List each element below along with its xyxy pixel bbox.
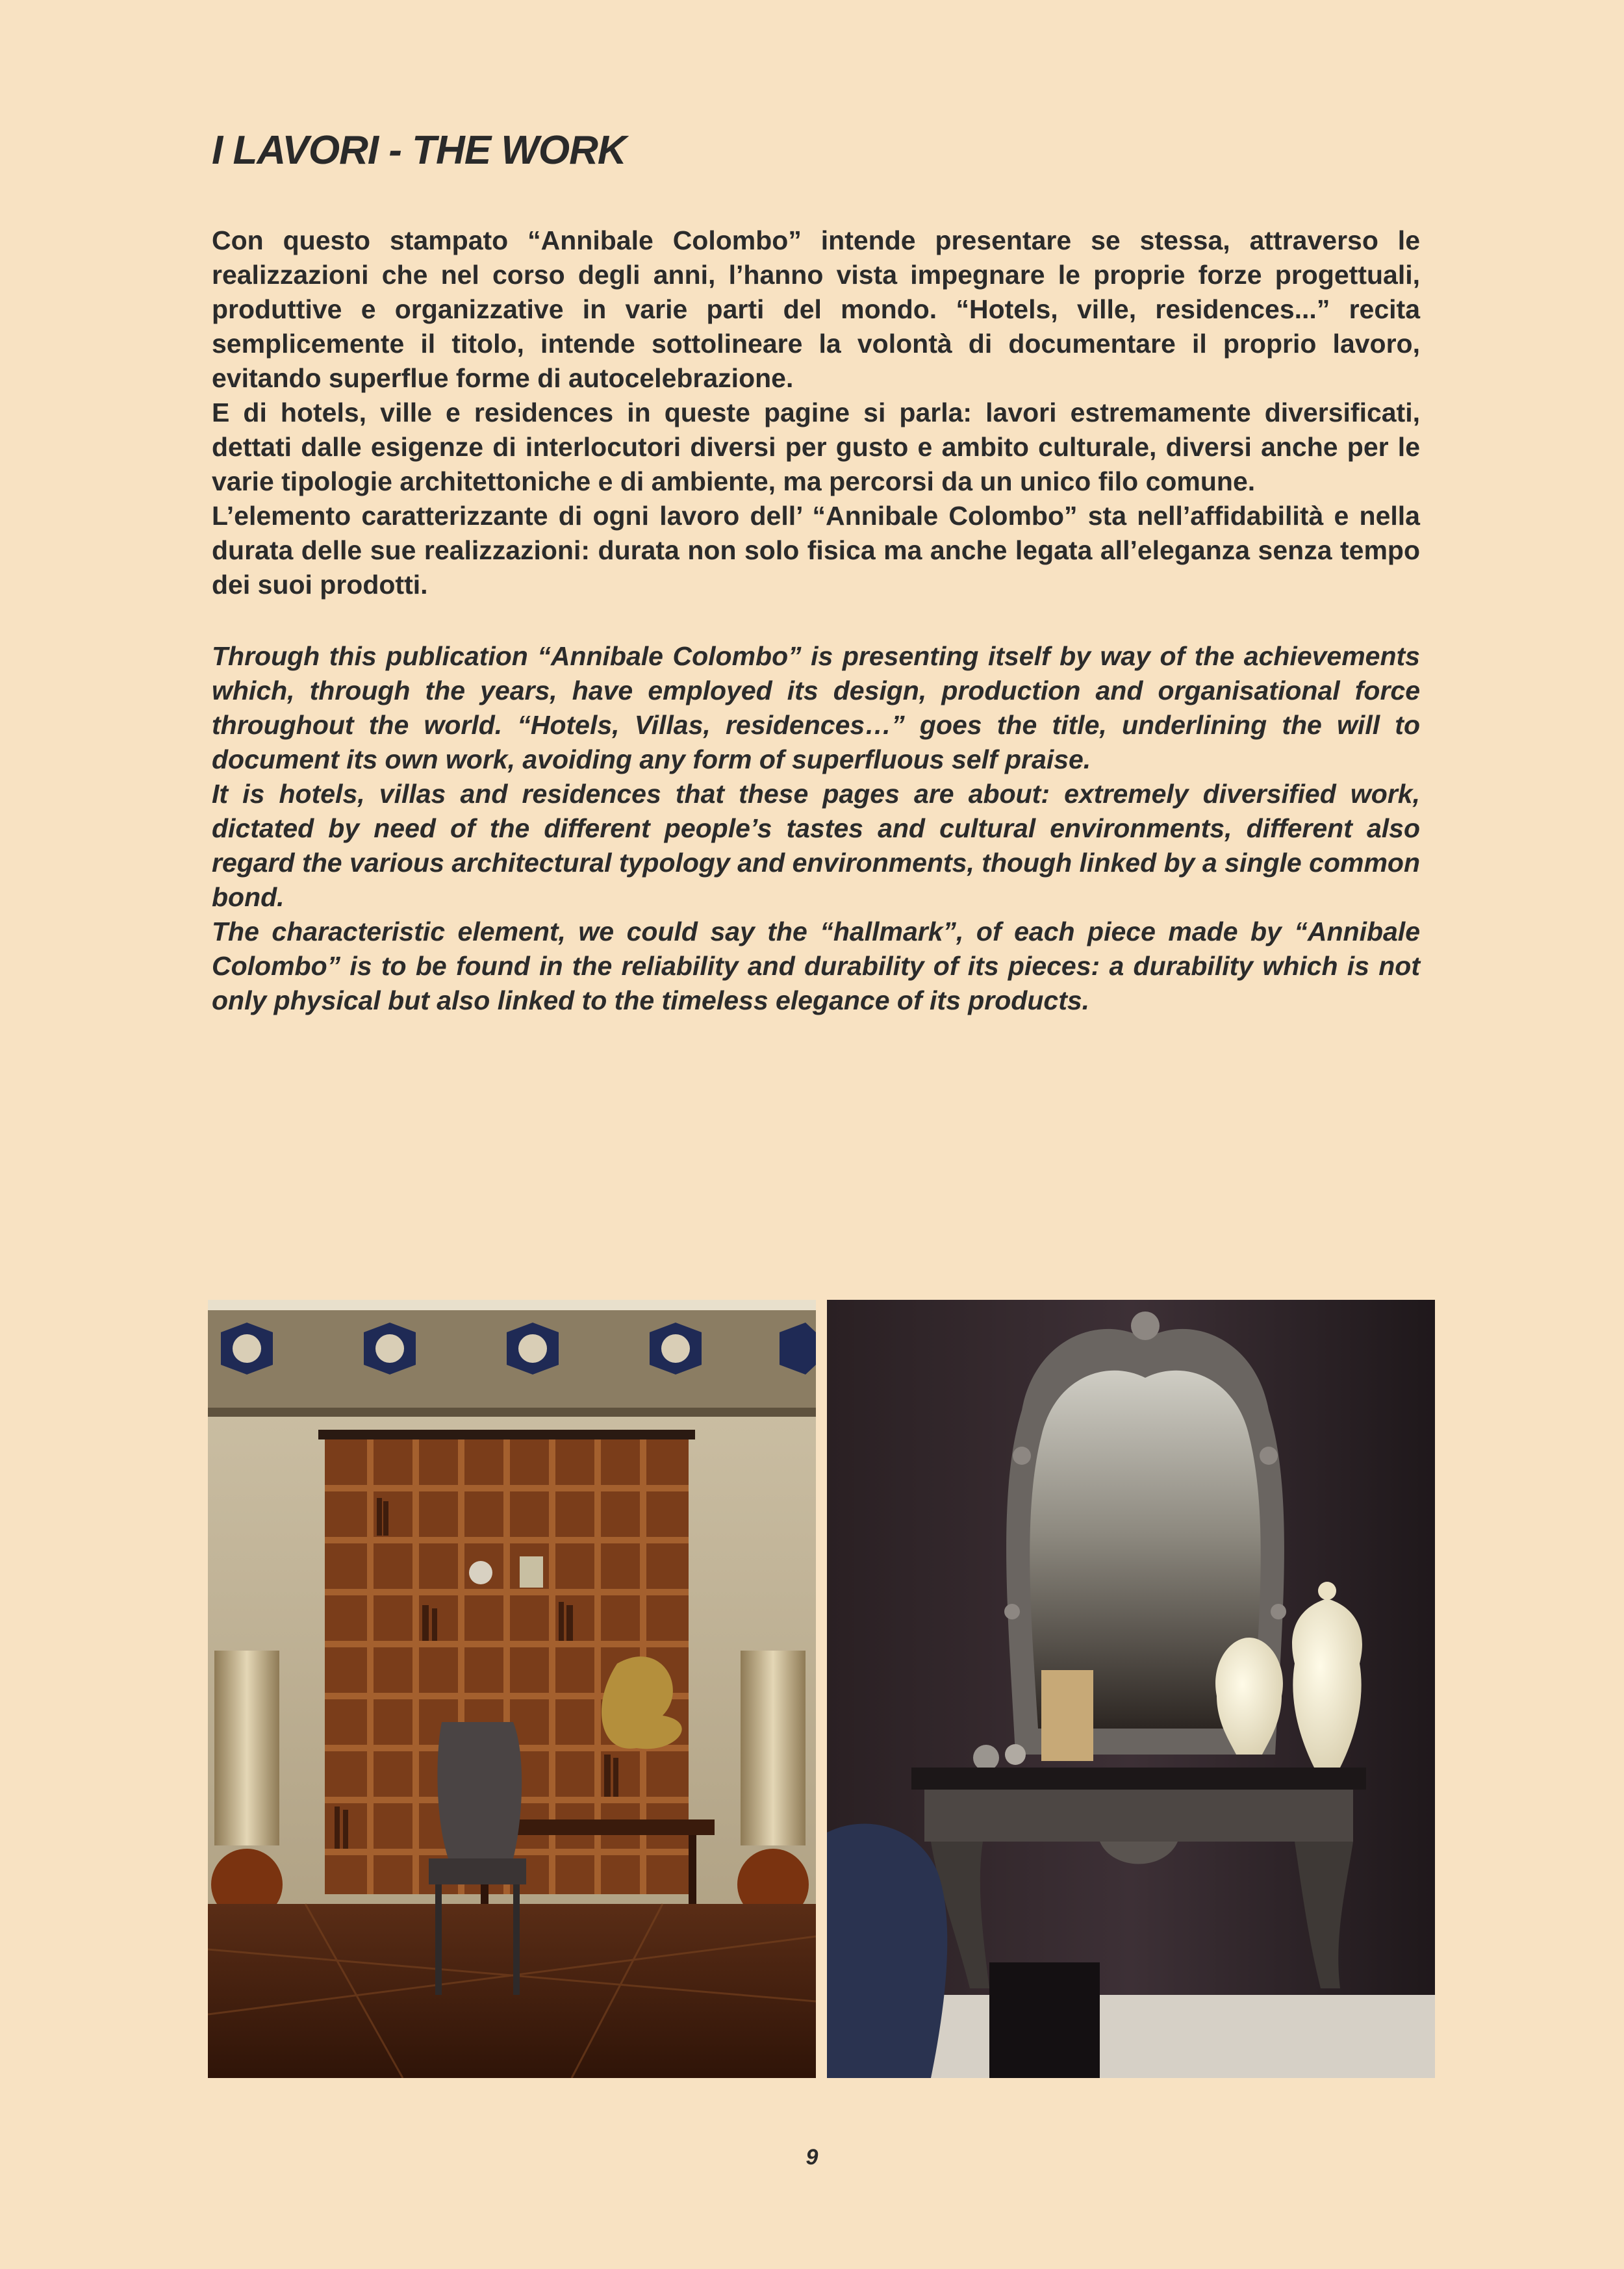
library-room-illustration [208, 1300, 816, 2078]
mirror-console-photo [827, 1300, 1435, 2078]
page-number: 9 [806, 2145, 818, 2170]
library-room-photo [208, 1300, 816, 2078]
page-title: I LAVORI - THE WORK [212, 128, 626, 173]
italian-paragraph-3: L’elemento caratterizzante di ogni lavoro dell’ “Annibale Colombo” sta nell’affidabilità e nella durata delle sue realizzazioni: durata non solo fisica ma anche legata all’eleganza senza tempo dei suoi prodotti. [212, 501, 1420, 600]
english-paragraph-2: It is hotels, villas and residences that these pages are about: extremely diversified work, dictated by need of the different people’s tastes and cultural environments, different also regard the various architectural typology and environments, though linked by a single common bond. [212, 779, 1420, 912]
english-paragraph-3: The characteristic element, we could say the “hallmark”, of each piece made by “Annibale Colombo” is to be found in the reliability and durability of its pieces: a durability which is not only physical but also linked to the timeless elegance of its products. [212, 917, 1420, 1015]
italian-paragraph-2: E di hotels, ville e residences in queste pagine si parla: lavori estremamente diversificati, dettati dalle esigenze di interlocutori diversi per gusto e ambito culturale, diversi anche per le varie tipologie architettoniche e di ambiente, ma percorsi da un unico filo comune. [212, 398, 1420, 496]
mirror-console-illustration [827, 1300, 1435, 2078]
english-paragraph-1: Through this publication “Annibale Colombo” is presenting itself by way of the achievements which, through the years, have employed its design, production and organisational force throughout the world. “Hotels, Villas, residences…” goes the title, underlining the will to document its own work, avoiding any form of superfluous self praise. [212, 641, 1420, 774]
italian-paragraph-1: Con questo stampato “Annibale Colombo” intende presentare se stessa, attraverso le realizzazioni che nel corso degli anni, l’hanno vista impegnare le proprie forze progettuali, produttive e organizzative in varie parti del mondo. “Hotels, ville, residences...” recita semplicemente il titolo, intende sottolineare la volontà di documentare il proprio lavoro, evitando superflue forme di autocelebrazione. [212, 225, 1420, 393]
italian-text [212, 223, 1420, 602]
english-text [212, 639, 1420, 1018]
